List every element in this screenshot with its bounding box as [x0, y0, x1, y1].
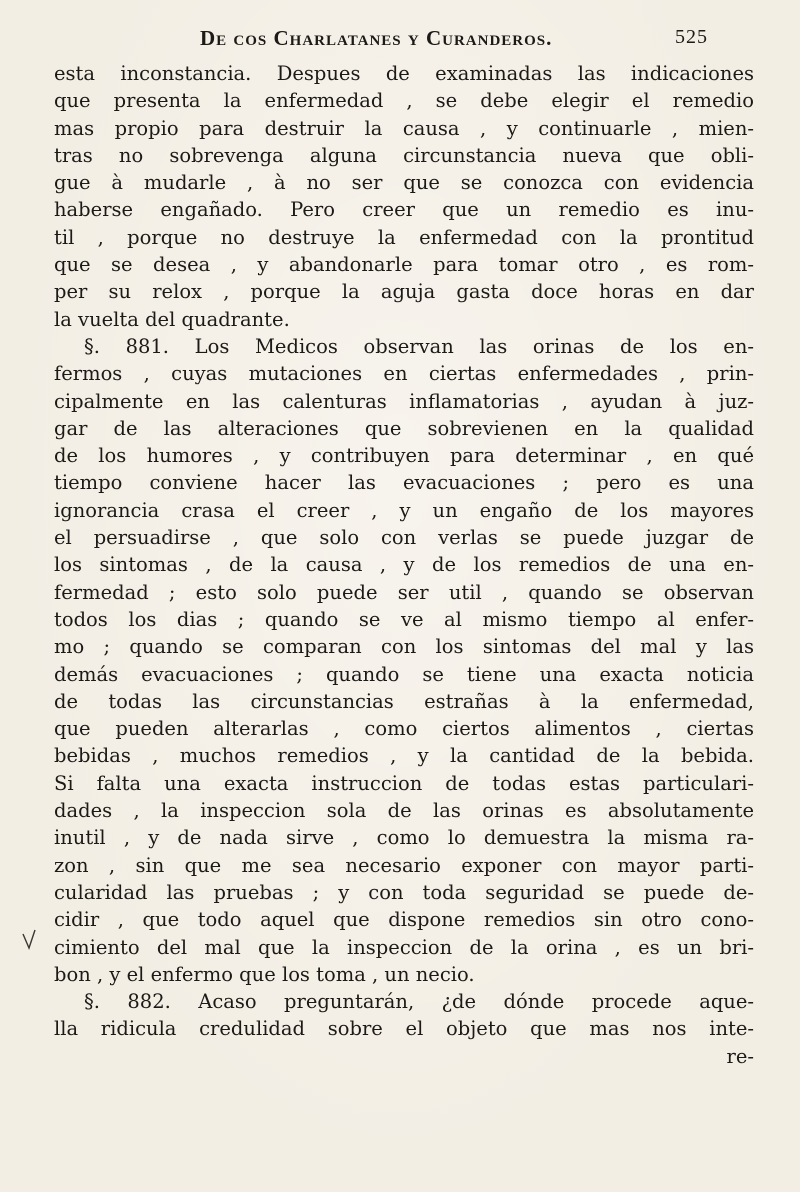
text-line: til , porque no destruye la enfermedad con la prontitud: [54, 225, 754, 249]
text-line: que se desea , y abandonarle para tomar otro , es rom-: [54, 253, 754, 277]
text-line: dades , la inspeccion sola de las orinas es absolutamente: [54, 799, 754, 823]
text-line: per su relox , porque la aguja gasta doce horas en dar: [54, 280, 754, 304]
text-line: ignorancia crasa el creer , y un engaño de los mayores: [54, 498, 754, 522]
text-line: tras no sobrevenga alguna circunstancia nueva que obli-: [54, 143, 754, 167]
text-line: cidir , que todo aquel que dispone remedios sin otro cono-: [54, 908, 754, 932]
text-line: que presenta la enfermedad , se debe elegir el remedio: [54, 89, 754, 113]
text-line: el persuadirse , que solo con verlas se puede juzgar de: [54, 526, 754, 550]
text-line: cularidad las pruebas ; y con toda seguridad se puede de-: [54, 880, 754, 904]
text-line: bon , y el enfermo que los toma , un necio.: [54, 962, 475, 986]
text-line: que pueden alterarlas , como ciertos alimentos , ciertas: [54, 717, 754, 741]
text-line: mo ; quando se comparan con los sintomas del mal y las: [54, 635, 754, 659]
check-mark-icon: [22, 928, 36, 950]
text-line: gar de las alteraciones que sobrevienen en la qualidad: [54, 416, 754, 440]
text-line: la vuelta del quadrante.: [54, 307, 290, 331]
text-line: bebidas , muchos remedios , y la cantidad de la bebida.: [54, 744, 754, 768]
page-header: [200, 26, 708, 60]
text-line: mas propio para destruir la causa , y continuarle , mien-: [54, 116, 754, 140]
text-line: los sintomas , de la causa , y de los remedios de una en-: [54, 553, 754, 577]
text-line: cimiento del mal que la inspeccion de la orina , es un bri-: [54, 935, 754, 959]
text-line: todos los dias ; quando se ve al mismo tiempo al enfer-: [54, 607, 754, 631]
text-line: zon , sin que me sea necesario exponer con mayor parti-: [54, 853, 754, 877]
text-line: fermos , cuyas mutaciones en ciertas enfermedades , prin-: [54, 362, 754, 386]
text-line: de los humores , y contribuyen para determinar , en qué: [54, 444, 754, 468]
text-line: esta inconstancia. Despues de examinadas las indicaciones: [54, 62, 754, 85]
running-title: De cos Charlatanes y Curanderos.: [200, 26, 553, 50]
catchword: re-: [726, 1044, 754, 1068]
paragraph-start-line: §. 882. Acaso preguntarán, ¿de dónde procede aque-: [84, 990, 754, 1014]
text-line: gue à mudarle , à no ser que se conozca con evidencia: [54, 171, 754, 195]
text-line: cipalmente en las calenturas inflamatorias , ayudan à juz-: [54, 389, 754, 413]
text-line: haberse engañado. Pero creer que un remedio es inu-: [54, 198, 754, 222]
paragraph-start-line: §. 881. Los Medicos observan las orinas de los en-: [84, 334, 754, 358]
page-number: 525: [675, 26, 708, 48]
body-text: [54, 60, 754, 1070]
text-line: demás evacuaciones ; quando se tiene una exacta noticia: [54, 662, 754, 686]
text-line: inutil , y de nada sirve , como lo demuestra la misma ra-: [54, 826, 754, 850]
text-line: lla ridicula credulidad sobre el objeto que mas nos inte-: [54, 1017, 754, 1041]
text-line: fermedad ; esto solo puede ser util , quando se observan: [54, 580, 754, 604]
text-line: Si falta una exacta instruccion de todas estas particulari-: [54, 771, 754, 795]
text-line: de todas las circunstancias estrañas à la enfermedad,: [54, 689, 754, 713]
text-line: tiempo conviene hacer las evacuaciones ; pero es una: [54, 471, 754, 495]
